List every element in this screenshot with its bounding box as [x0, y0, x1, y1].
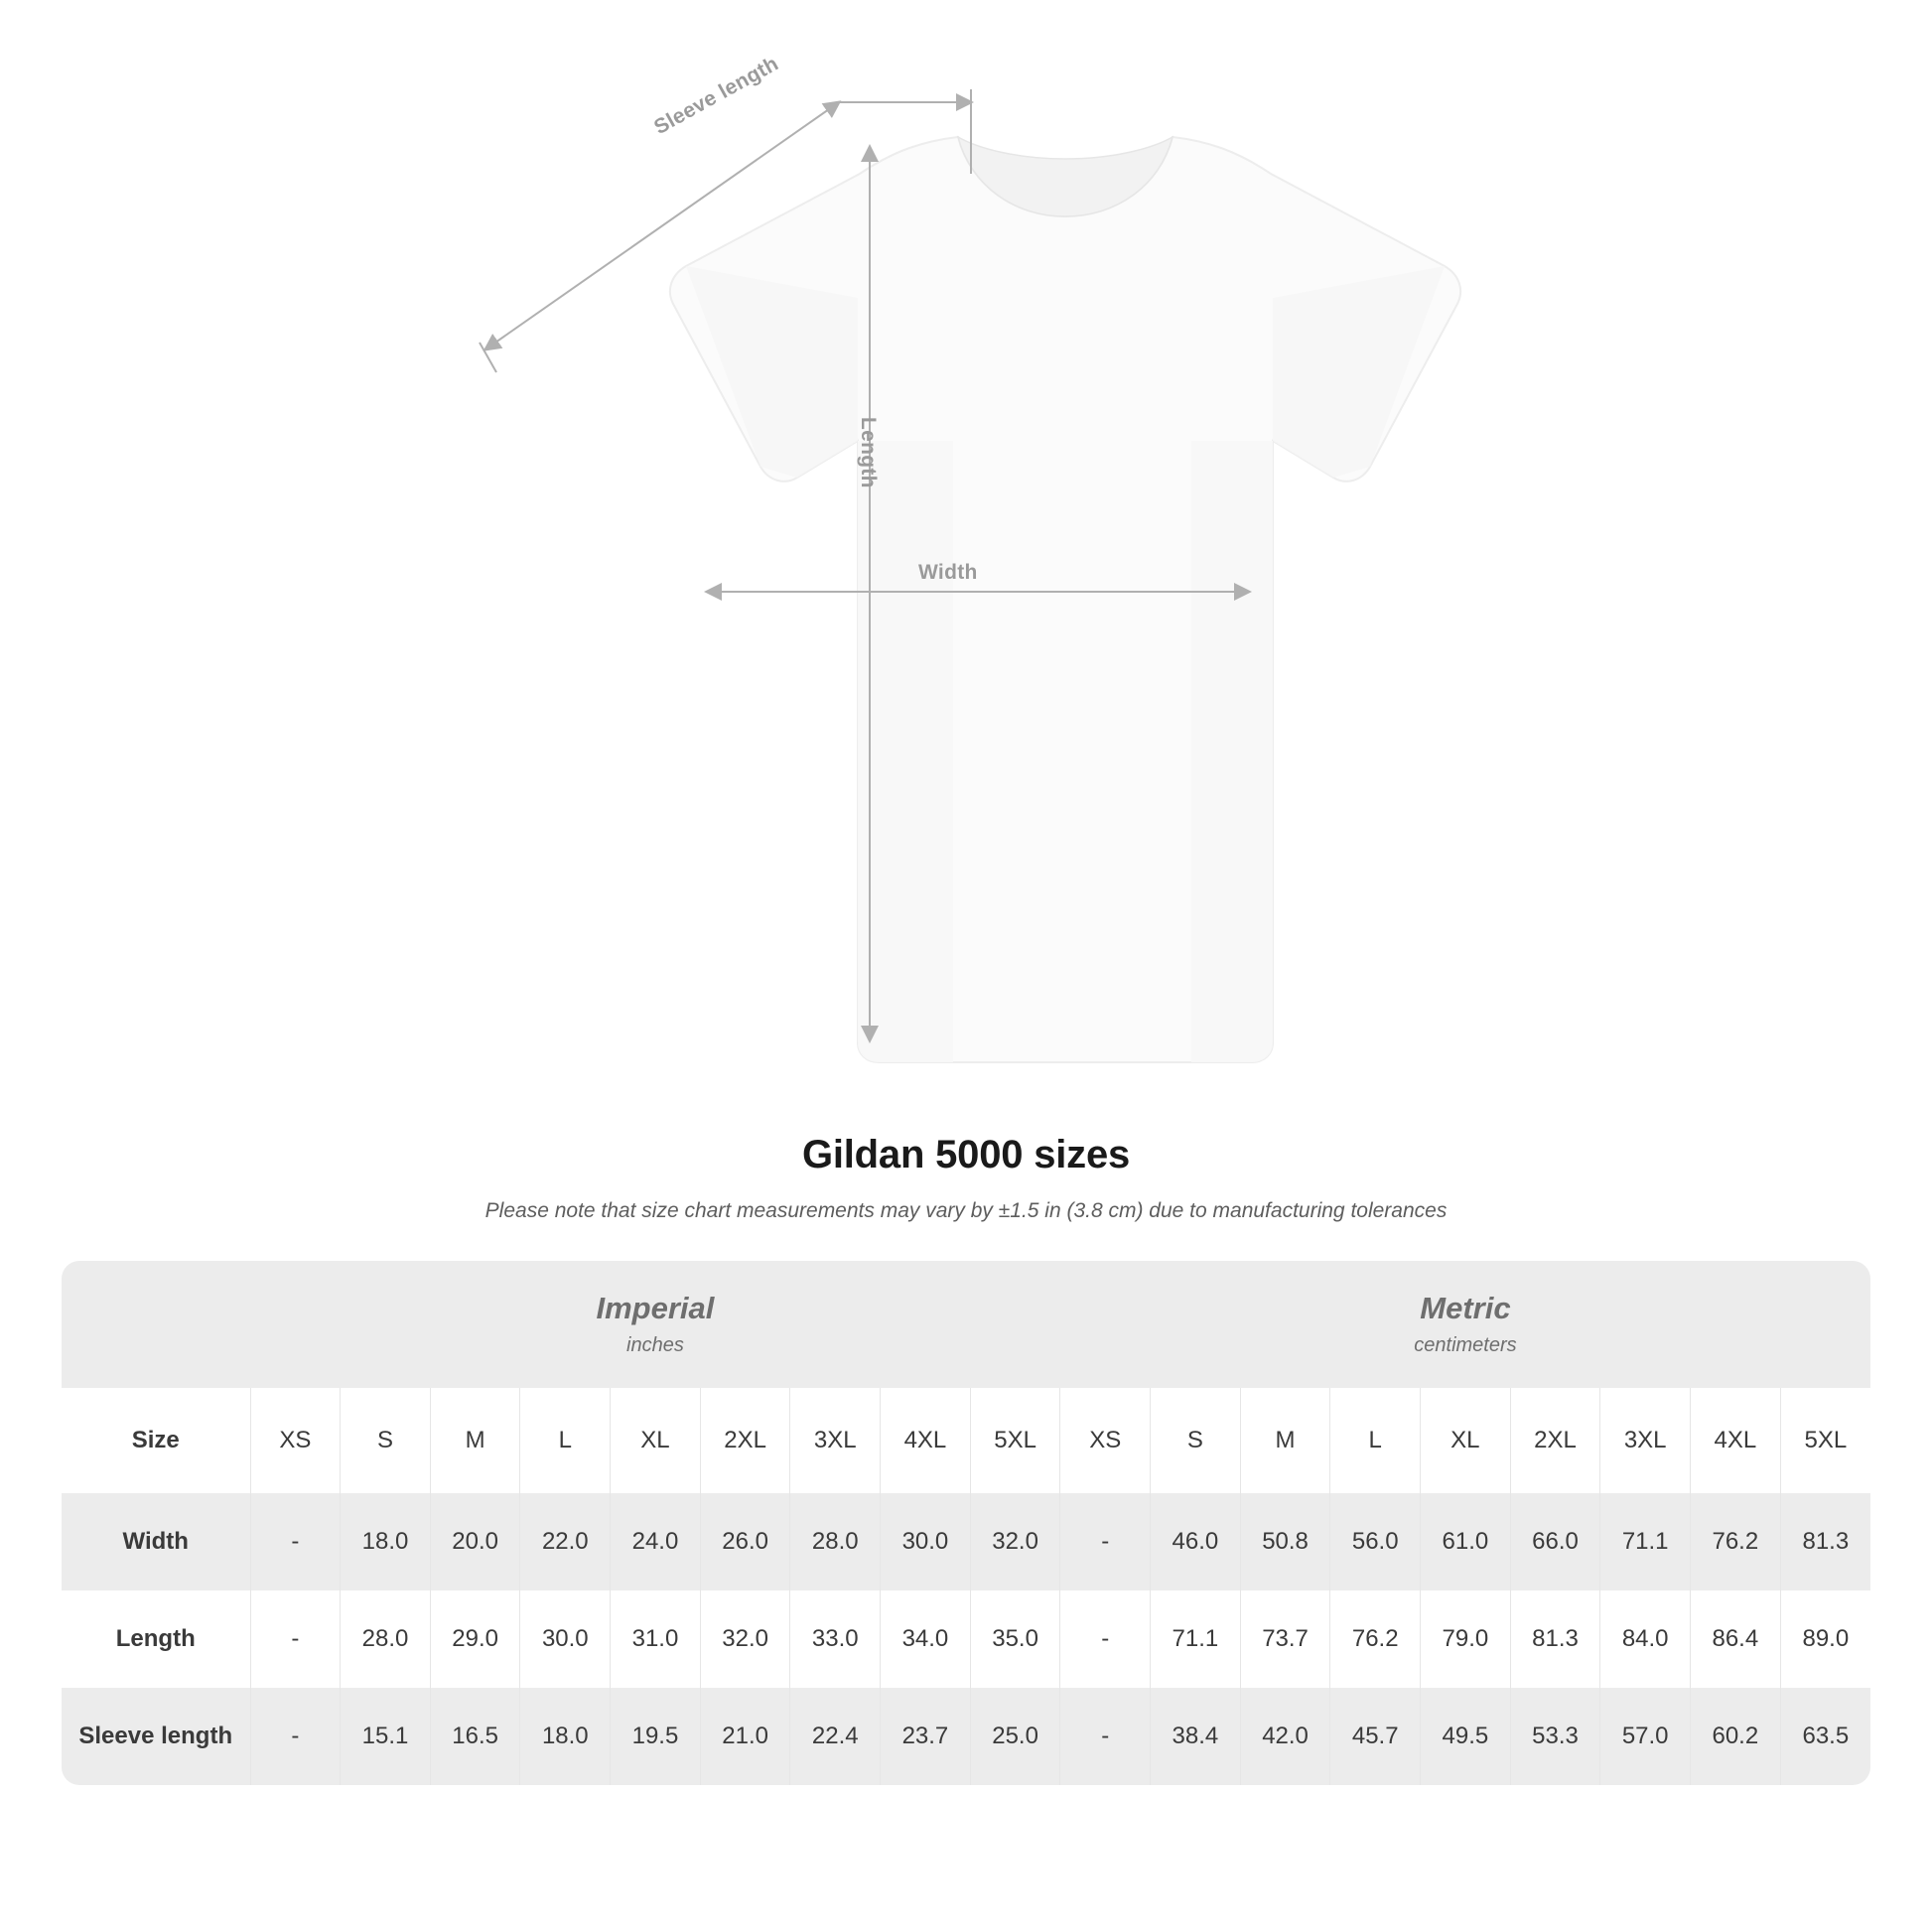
cell-length-metric-2xl: 81.3 [1510, 1590, 1600, 1688]
length-dimension-label: Length [857, 417, 880, 488]
cell-length-imperial-m: 29.0 [430, 1590, 520, 1688]
tolerance-note: Please note that size chart measurements may vary by ±1.5 in (3.8 cm) due to manufacturing tolerances [484, 1199, 1448, 1222]
cell-sleeve-metric-3xl: 57.0 [1600, 1688, 1691, 1785]
unit-imperial [250, 1261, 1060, 1388]
unit-band-row [62, 1261, 1870, 1388]
cell-length-imperial-3xl: 33.0 [790, 1590, 881, 1688]
cell-sleeve-imperial-m: 16.5 [430, 1688, 520, 1785]
cell-sleeve-metric-s: 38.4 [1151, 1688, 1241, 1785]
cell-width-imperial-2xl: 26.0 [700, 1493, 790, 1590]
cell-length-imperial-l: 30.0 [520, 1590, 611, 1688]
cell-length-metric-s: 71.1 [1151, 1590, 1241, 1688]
col-header-imperial-xl: XL [611, 1388, 701, 1493]
cell-sleeve-imperial-xl: 19.5 [611, 1688, 701, 1785]
col-header-metric-2xl: 2XL [1510, 1388, 1600, 1493]
cell-width-metric-2xl: 66.0 [1510, 1493, 1600, 1590]
cell-length-imperial-s: 28.0 [341, 1590, 431, 1688]
cell-length-metric-m: 73.7 [1240, 1590, 1330, 1688]
size-table-wrapper [62, 1261, 1870, 1785]
cell-sleeve-imperial-xs: - [250, 1688, 341, 1785]
cell-width-metric-xl: 61.0 [1421, 1493, 1511, 1590]
col-header-metric-4xl: 4XL [1691, 1388, 1781, 1493]
table-row [62, 1688, 1870, 1785]
page-title: Gildan 5000 sizes [801, 1133, 1131, 1176]
cell-sleeve-metric-m: 42.0 [1240, 1688, 1330, 1785]
cell-length-metric-l: 76.2 [1330, 1590, 1421, 1688]
cell-length-metric-3xl: 84.0 [1600, 1590, 1691, 1688]
cell-length-imperial-xs: - [250, 1590, 341, 1688]
unit-metric-sub: centimeters [1414, 1333, 1517, 1356]
cell-width-imperial-xl: 24.0 [611, 1493, 701, 1590]
col-header-imperial-l: L [520, 1388, 611, 1493]
col-header-imperial-m: M [430, 1388, 520, 1493]
cell-length-metric-xl: 79.0 [1421, 1590, 1511, 1688]
col-header-imperial-s: S [341, 1388, 431, 1493]
sleeve-length-dimension-label: Sleeve length [650, 52, 782, 140]
cell-sleeve-metric-2xl: 53.3 [1510, 1688, 1600, 1785]
unit-imperial-sub: inches [626, 1333, 684, 1356]
col-header-metric-s: S [1151, 1388, 1241, 1493]
cell-width-imperial-m: 20.0 [430, 1493, 520, 1590]
cell-length-imperial-2xl: 32.0 [700, 1590, 790, 1688]
unit-band-spacer [62, 1261, 250, 1388]
cell-sleeve-metric-xs: - [1060, 1688, 1151, 1785]
cell-width-imperial-l: 22.0 [520, 1493, 611, 1590]
cell-width-metric-l: 56.0 [1330, 1493, 1421, 1590]
row-label-width: Width [62, 1493, 250, 1590]
size-header-label: Size [62, 1388, 250, 1493]
cell-width-imperial-3xl: 28.0 [790, 1493, 881, 1590]
unit-imperial-name: Imperial [596, 1291, 715, 1326]
cell-sleeve-metric-l: 45.7 [1330, 1688, 1421, 1785]
cell-length-metric-xs: - [1060, 1590, 1151, 1688]
cell-length-imperial-4xl: 34.0 [881, 1590, 971, 1688]
cell-sleeve-imperial-2xl: 21.0 [700, 1688, 790, 1785]
unit-metric-name: Metric [1420, 1291, 1511, 1326]
col-header-imperial-4xl: 4XL [881, 1388, 971, 1493]
cell-sleeve-imperial-3xl: 22.4 [790, 1688, 881, 1785]
row-label-length: Length [62, 1590, 250, 1688]
table-row [62, 1493, 1870, 1590]
cell-width-imperial-xs: - [250, 1493, 341, 1590]
table-row [62, 1590, 1870, 1688]
cell-length-metric-4xl: 86.4 [1691, 1590, 1781, 1688]
col-header-imperial-xs: XS [250, 1388, 341, 1493]
col-header-metric-xs: XS [1060, 1388, 1151, 1493]
col-header-metric-l: L [1330, 1388, 1421, 1493]
col-header-metric-5xl: 5XL [1780, 1388, 1870, 1493]
col-header-metric-3xl: 3XL [1600, 1388, 1691, 1493]
cell-width-metric-xs: - [1060, 1493, 1151, 1590]
col-header-imperial-2xl: 2XL [700, 1388, 790, 1493]
row-label-sleeve-length: Sleeve length [62, 1688, 250, 1785]
col-header-metric-xl: XL [1421, 1388, 1511, 1493]
cell-sleeve-imperial-4xl: 23.7 [881, 1688, 971, 1785]
cell-sleeve-imperial-l: 18.0 [520, 1688, 611, 1785]
cell-width-metric-5xl: 81.3 [1780, 1493, 1870, 1590]
size-header-row [62, 1388, 1870, 1493]
cell-sleeve-imperial-5xl: 25.0 [970, 1688, 1060, 1785]
cell-width-metric-s: 46.0 [1151, 1493, 1241, 1590]
col-header-imperial-3xl: 3XL [790, 1388, 881, 1493]
cell-sleeve-metric-5xl: 63.5 [1780, 1688, 1870, 1785]
size-table [62, 1261, 1870, 1785]
cell-width-metric-4xl: 76.2 [1691, 1493, 1781, 1590]
width-dimension-label: Width [918, 561, 978, 584]
cell-width-imperial-s: 18.0 [341, 1493, 431, 1590]
cell-sleeve-imperial-s: 15.1 [341, 1688, 431, 1785]
cell-sleeve-metric-xl: 49.5 [1421, 1688, 1511, 1785]
cell-length-imperial-5xl: 35.0 [970, 1590, 1060, 1688]
unit-metric [1060, 1261, 1870, 1388]
cell-width-imperial-5xl: 32.0 [970, 1493, 1060, 1590]
col-header-imperial-5xl: 5XL [970, 1388, 1060, 1493]
cell-width-metric-3xl: 71.1 [1600, 1493, 1691, 1590]
cell-length-metric-5xl: 89.0 [1780, 1590, 1870, 1688]
cell-width-imperial-4xl: 30.0 [881, 1493, 971, 1590]
cell-width-metric-m: 50.8 [1240, 1493, 1330, 1590]
col-header-metric-m: M [1240, 1388, 1330, 1493]
cell-length-imperial-xl: 31.0 [611, 1590, 701, 1688]
cell-sleeve-metric-4xl: 60.2 [1691, 1688, 1781, 1785]
